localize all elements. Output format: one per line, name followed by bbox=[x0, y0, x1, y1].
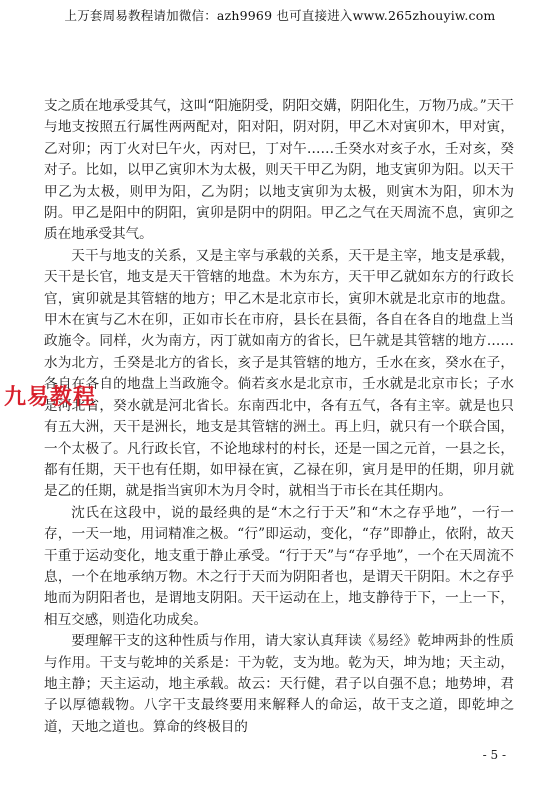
paragraph-2: 天干与地支的关系，又是主宰与承载的关系，天干是主宰，地支是承载，天干是长官，地支是天干管辖的地盘。木为东方，天干甲乙就如东方的行政长官，寅卯就是其管辖的地方；甲乙木是北京市长，寅卯木就是北京市的地盘。甲木在寅与乙木在卯，正如市长在市府，县长在县衙，各自在各自的地盘上当政施令。同样，火为南方，丙丁就如南方的省长，巳午就是其管辖的地方……水为北方，壬癸是北方的省长，亥子是其管辖的地方，壬水在亥，癸水在子，各自在各自的地盘上当政施令。倘若亥水是北京市，壬水就是北京市长；子水是河北省，癸水就是河北省长。东南西北中，各有五气，各有主宰。就是也只有五大洲，天干是洲长，地支是其管辖的洲土。再上归，就只有一个联合国，一个太极了。凡行政长官，不论地球村的村长，还是一国之元首，一县之长，都有任期，天干也有任期，如甲禄在寅，乙禄在卯，寅月是甲的任期，卯月就是乙的任期，就是指当寅卯木为月令时，就相当于市长在其任期内。 bbox=[44, 247, 514, 500]
paragraph-3: 沈氏在这段中，说的最经典的是“木之行于天”和“木之存乎地”，一行一存，一天一地，用词精准之极。“行”即运动，变化，“存”即静止，依附，故天干重于运动变化，地支重于静止承受。“行于天”与“存乎地”，一个在天周流不息，一个在地承纳万物。木之行于天而为阴阳者也，是谓天干阴阳。木之存乎地而为阴阳者也，是谓地支阴阳。天干运动在上，地支静待于下，一上一下，相互交感，则造化功成矣。 bbox=[44, 504, 514, 628]
page-number: - 5 - bbox=[482, 748, 506, 762]
paragraph-1: 支之质在地承受其气，这叫“阳施阴受，阴阳交媾，阴阳化生，万物乃成。”天干与地支按照五行属性两两配对，阳对阳，阴对阴，甲乙木对寅卯木，甲对寅，乙对卯；丙丁火对巳午火，丙对巳，丁对午……壬癸水对亥子水，壬对亥，癸对子。比如，以甲乙寅卯木为太极，则天干甲乙为阴，地支寅卯为阳。以天干甲乙为太极，则甲为阳，乙为阴；以地支寅卯为太极，则寅木为阳，卯木为阴。甲乙是阳中的阴阳，寅卯是阴中的阴阳。甲乙之气在天周流不息，寅卯之质在地承受其气。 bbox=[44, 98, 514, 243]
header-note: 上万套周易教程请加微信：azh9969 也可直接进入www.265zhouyiw.com bbox=[64, 8, 496, 23]
paragraph-4: 要理解干支的这种性质与作用，请大家认真拜读《易经》乾坤两卦的性质与作用。干支与乾坤的关系是：干为乾，支为地。乾为天，坤为地；天主动，地主静；天主运动，地主承载。故云：天行健，君子以自强不息；地势坤，君子以厚德载物。八字干支最终要用来解释人的命运，故干支之道，即乾坤之道，天地之道也。算命的终极目的 bbox=[44, 633, 514, 735]
watermark-logo: 九易教程 bbox=[4, 385, 97, 410]
body-text bbox=[44, 96, 514, 738]
